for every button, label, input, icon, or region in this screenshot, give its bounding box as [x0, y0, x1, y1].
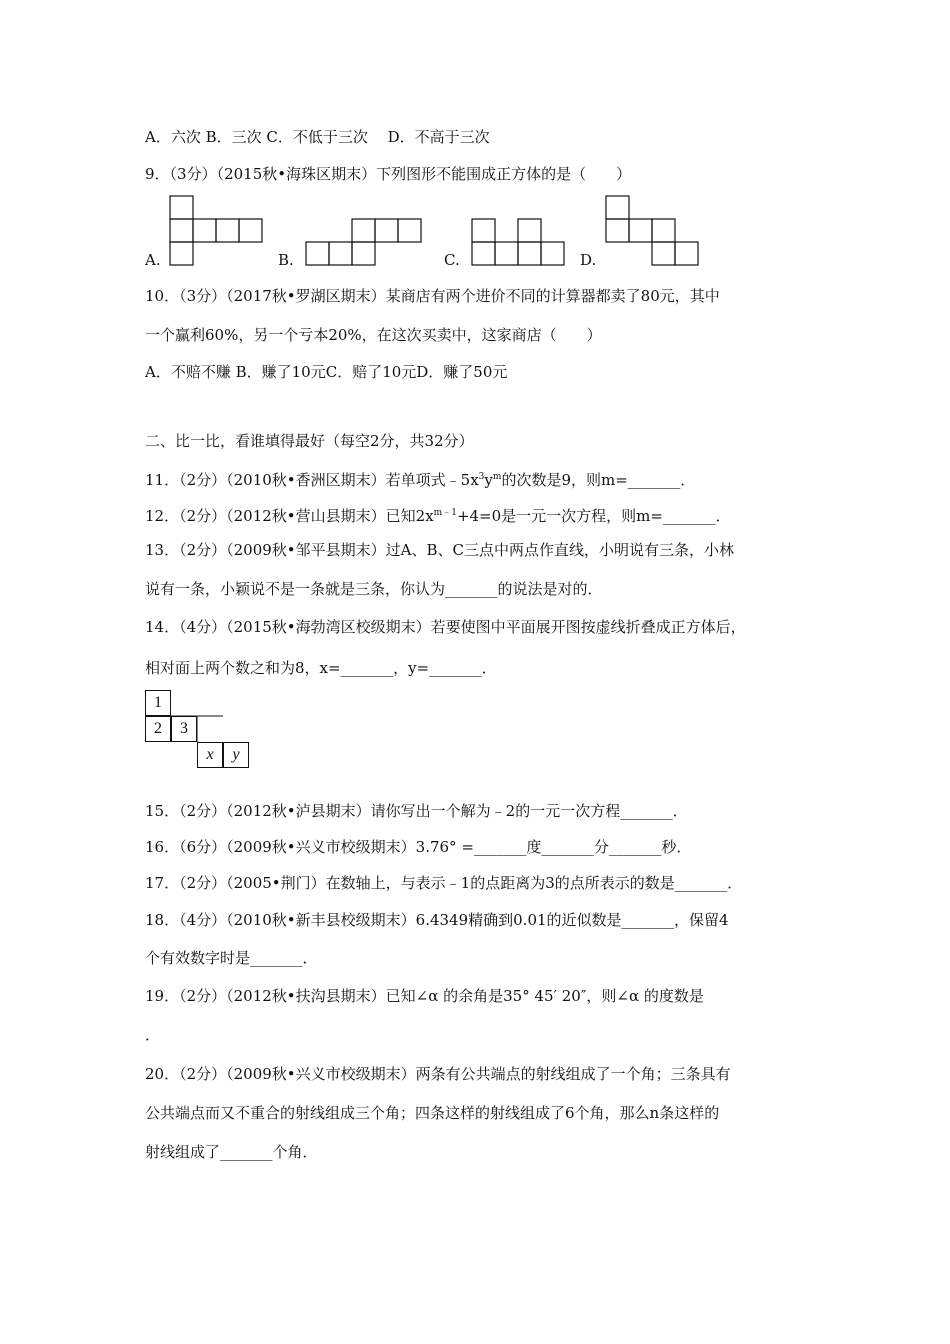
q9-stem: 9．（3分）（2015秋•海珠区期末）下列图形不能围成正方体的是（ ） — [145, 165, 632, 183]
option-label-a: A. — [145, 251, 161, 269]
option-label-b: B. — [278, 251, 294, 269]
net-cell-3: 3 — [171, 716, 197, 742]
q10-options: A．不赔不赚 B．赚了10元C．赔了10元D．赚了50元 — [145, 363, 508, 381]
q16: 16．（6分）（2009秋•兴义市校级期末）3.76° =_______度_______分_______秒． — [145, 838, 692, 856]
q20-line1: 20．（2分）（2009秋•兴义市校级期末）两条有公共端点的射线组成了一个角；三条具有 — [145, 1065, 731, 1083]
q13-line1: 13．（2分）（2009秋•邹平县期末）过A、B、C三点中两点作直线，小明说有三条，小林 — [145, 541, 734, 559]
q18-line1: 18．（4分）（2010秋•新丰县校级期末）6.4349精确到0.01的近似数是_______，保留4 — [145, 911, 729, 929]
net-cell-2: 2 — [145, 716, 171, 742]
section2-title: 二、比一比，看谁填得最好（每空2分，共32分） — [145, 432, 474, 450]
net-cell-y: y — [223, 742, 249, 768]
q19-line2: ． — [145, 1026, 161, 1044]
net-d — [606, 196, 698, 265]
q12: 12．（2分）（2012秋•营山县期末）已知$2x^{m﹣1}+4=0$是一元一次方程，则m=_______． — [145, 507, 731, 525]
option-label-c: C. — [444, 251, 460, 269]
q18-line2: 个有效数字时是_______． — [145, 949, 318, 967]
net-c — [472, 219, 564, 265]
net-a — [170, 196, 262, 265]
option-label-d: D. — [580, 251, 597, 269]
q15: 15．（2分）（2012秋•泸县期末）请你写出一个解为﹣2的一元一次方程_______． — [145, 802, 688, 820]
q10-line2: 一个赢利60%，另一个亏本20%，在这次买卖中，这家商店（ ） — [145, 326, 602, 344]
q19-line1: 19．（2分）（2012秋•扶沟县期末）已知∠α 的余角是35° 45′ 20″，则∠α 的度数是 — [145, 987, 704, 1005]
q20-line3: 射线组成了_______个角． — [145, 1143, 318, 1161]
q13-line2: 说有一条，小颖说不是一条就是三条，你认为_______的说法是对的． — [145, 580, 603, 598]
q14-line1: 14．（4分）（2015秋•海勃湾区校级期末）若要使图中平面展开图按虚线折叠成正方体后， — [145, 618, 746, 636]
q11: 11．（2分）（2010秋•香洲区期末）若单项式$﹣5x^3y^m$的次数是9，则m=_______． — [145, 471, 696, 489]
q20-line2: 公共端点而又不重合的射线组成三个角；四条这样的射线组成了6个角，那么n条这样的 — [145, 1104, 720, 1122]
q8-options: A．六次 B．三次 C．不低于三次 D．不高于三次 — [145, 128, 490, 146]
q9-cube-nets — [140, 190, 720, 270]
q10-line1: 10．（3分）（2017秋•罗湖区期末）某商店有两个进价不同的计算器都卖了80元，其中 — [145, 287, 720, 305]
q17: 17．（2分）（2005•荆门）在数轴上，与表示﹣1的点距离为3的点所表示的数是_______． — [145, 874, 743, 892]
net-cell-1: 1 — [145, 690, 171, 716]
q14-line2: 相对面上两个数之和为8，x=_______，y=_______． — [145, 659, 497, 677]
net-cell-x: x — [197, 742, 223, 768]
net-b — [306, 219, 421, 265]
net-fold-lines — [145, 690, 255, 770]
